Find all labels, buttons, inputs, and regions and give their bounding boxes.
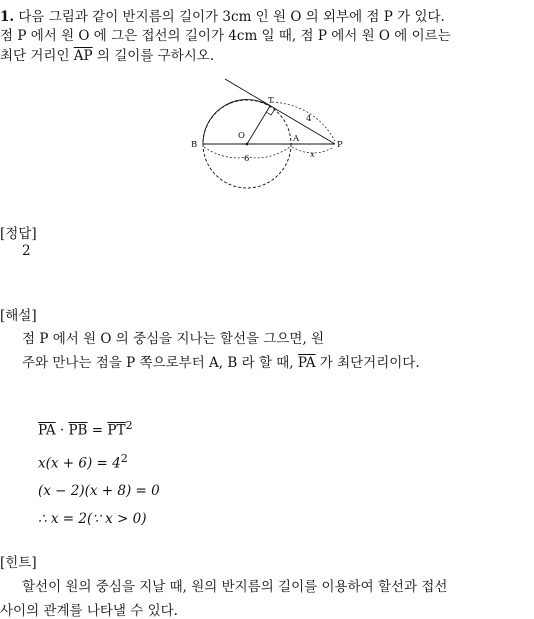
eq2-body: x(x + 6) = 4 bbox=[38, 455, 121, 472]
answer-label: [정답] bbox=[0, 226, 37, 242]
explanation-text-2-pre: 주와 만나는 점을 P 쪽으로부터 A, B 라 할 때, bbox=[22, 355, 298, 371]
eq2-exp: 2 bbox=[120, 452, 128, 465]
center-dot bbox=[246, 143, 249, 146]
label-a: A bbox=[293, 134, 300, 144]
problem-line-3 bbox=[0, 44, 214, 64]
eq1-exp: 2 bbox=[125, 419, 133, 432]
brace-4 bbox=[272, 102, 335, 141]
explanation-line-1: 점 P 에서 원 O 의 중심을 지나는 할선을 그으면, 원 bbox=[22, 331, 325, 347]
equation-4: ∴ x = 2(∵ x > 0) bbox=[38, 511, 147, 527]
eq1-dot: · bbox=[55, 422, 69, 439]
eq1-pt: $\overline{PT}$ bbox=[107, 422, 126, 439]
equation-1 bbox=[38, 419, 133, 439]
hint-line-2: 사이의 관계를 나타낼 수 있다. bbox=[0, 603, 178, 619]
segment-pa: $\overline{PA}$ bbox=[297, 355, 316, 371]
eq1-equals: = bbox=[87, 422, 108, 439]
answer-value: 2 bbox=[22, 243, 31, 259]
eq1-pa: $\overline{PA}$ bbox=[38, 422, 56, 439]
problem-line-1 bbox=[0, 5, 445, 25]
hint-label: [힌트] bbox=[0, 555, 37, 571]
problem-text-3-pre: 최단 거리인 bbox=[0, 48, 74, 64]
explanation-text-2-post: 가 최단거리이다. bbox=[315, 355, 420, 371]
label-b: B bbox=[191, 140, 198, 150]
label-4: 4 bbox=[306, 114, 312, 124]
problem-text-3-post: 의 길이를 구하시오. bbox=[92, 48, 215, 64]
label-p: P bbox=[337, 140, 343, 150]
eq1-pb: $\overline{PB}$ bbox=[68, 422, 88, 439]
explanation-label: [해설] bbox=[0, 308, 37, 324]
radius-ot bbox=[247, 106, 270, 144]
label-t: T bbox=[268, 96, 274, 106]
explanation-line-2 bbox=[22, 351, 420, 371]
hint-line-1: 할선이 원의 중심을 지날 때, 원의 반지름의 길이를 이용하여 할선과 접선 bbox=[22, 579, 448, 595]
label-6: 6 bbox=[244, 154, 250, 164]
problem-line-2: 점 P 에서 원 O 에 그은 접선의 길이가 4cm 일 때, 점 P 에서 원 O 에 이르는 bbox=[0, 28, 451, 44]
equation-2 bbox=[38, 452, 128, 472]
label-x: x bbox=[310, 150, 315, 160]
problem-number: 1. bbox=[0, 9, 15, 25]
label-o: O bbox=[238, 131, 245, 141]
problem-text-1: 다음 그림과 같이 반지름의 길이가 3cm 인 원 O 의 외부에 점 P 가 있다. bbox=[18, 9, 445, 25]
equation-3: (x − 2)(x + 8) = 0 bbox=[38, 483, 160, 499]
segment-ap: $\overline{AP}$ bbox=[73, 48, 93, 64]
geometry-figure bbox=[185, 75, 355, 195]
